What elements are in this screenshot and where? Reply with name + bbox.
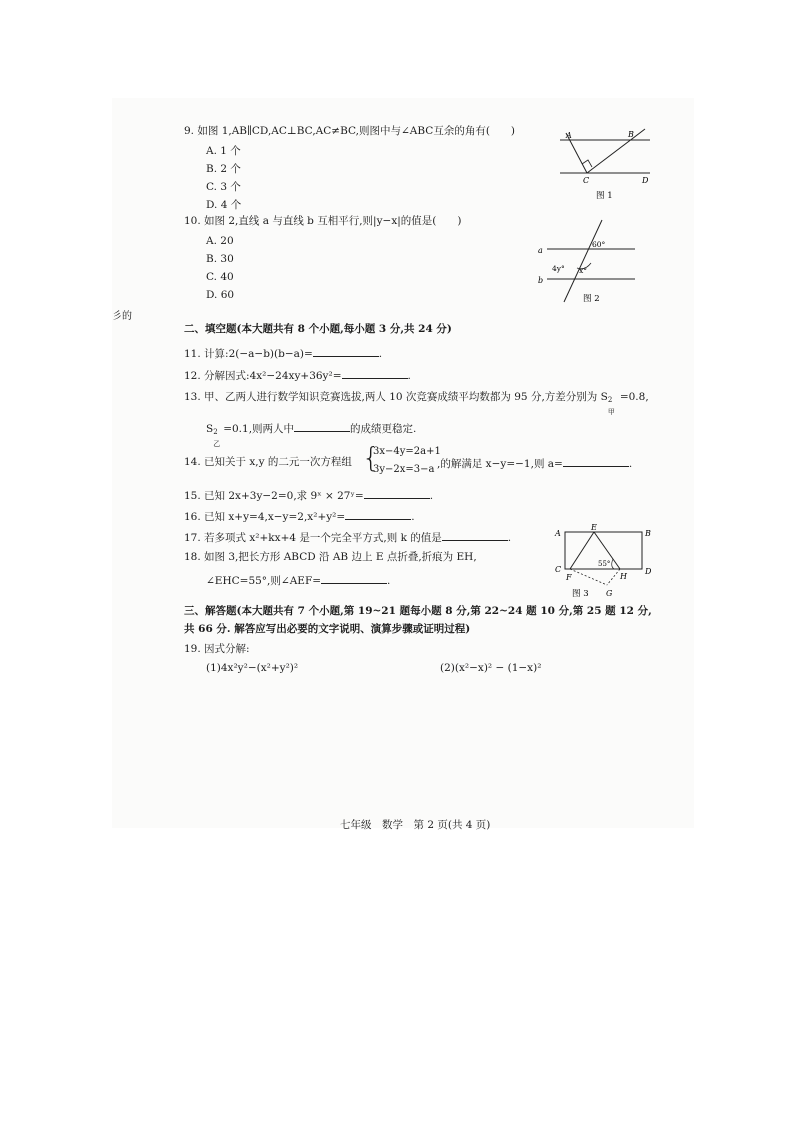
q15-text: 15. 已知 2x+3y−2=0,求 9ˣ × 27ʸ= <box>184 490 364 502</box>
q13-answer-blank[interactable] <box>294 420 350 432</box>
q10-option-a: A. 20 <box>206 235 234 247</box>
fig2-angle-4y: 4y° <box>552 264 565 273</box>
q14-eq2: 3y−2x=3−a <box>373 464 435 475</box>
q18-line2 <box>206 572 390 588</box>
q18-text-2: ∠EHC=55°,则∠AEF= <box>206 575 322 587</box>
fig3-label-h: H <box>620 572 627 581</box>
q11 <box>184 345 382 361</box>
q13-sub-2: 乙 <box>213 440 221 448</box>
fig2-angle-x: x° <box>579 266 587 275</box>
q16-answer-blank[interactable] <box>345 508 411 520</box>
q14-pre: 14. 已知关于 x,y 的二元一次方程组 <box>184 456 352 468</box>
q14-answer-blank[interactable] <box>563 455 629 467</box>
fig3-label-e: E <box>591 523 597 532</box>
q17-end: . <box>507 532 512 544</box>
fig3-label-g: G <box>606 589 613 598</box>
fig1-caption: 图 1 <box>596 191 613 201</box>
q13-sub-1: 甲 <box>607 408 615 416</box>
q16-end: . <box>411 511 415 523</box>
q17 <box>184 529 511 545</box>
q10-option-c: C. 40 <box>206 271 234 283</box>
q10-stem: 10. 如图 2,直线 a 与直线 b 互相平行,则|y−x|的值是( ) <box>184 215 462 227</box>
fig1-label-b: B <box>628 130 634 139</box>
fig1-label-c: C <box>583 176 590 185</box>
q14-eq1: 3x−4y=2a+1 <box>373 446 441 457</box>
fig2-caption: 图 2 <box>583 294 600 304</box>
q10-option-d: D. 60 <box>206 289 235 301</box>
q16 <box>184 508 415 524</box>
q16-text: 16. 已知 x+y=4,x−y=2,x²+y²= <box>184 511 346 523</box>
fig3-caption: 图 3 <box>572 589 589 599</box>
fig3-angle-55: 55° <box>598 560 611 568</box>
fig3-label-a: A <box>555 529 561 538</box>
q18-line1: 18. 如图 3,把长方形 ABCD 沿 AB 边上 E 点折叠,折痕为 EH, <box>184 551 477 563</box>
q12-answer-blank[interactable] <box>342 367 408 379</box>
q13-sup-1: 2 <box>607 396 613 404</box>
section2-title: 二、填空题(本大题共有 8 个小题,每小题 3 分,共 24 分) <box>184 323 452 335</box>
q12-end: . <box>407 370 411 382</box>
fig3-label-c: C <box>555 565 562 574</box>
fig2-label-b: b <box>538 276 544 285</box>
q14-post: ,的解满足 x−y=−1,则 a= <box>437 458 563 470</box>
q10-option-b: B. 30 <box>206 253 234 265</box>
margin-mark: 彡的 <box>112 311 132 322</box>
fig1-label-d: D <box>642 176 649 185</box>
q15-end: . <box>429 490 434 502</box>
q19-part1: (1)4x²y²−(x²+y²)² <box>206 662 299 674</box>
q13-end-2: 的成绩更稳定. <box>350 423 417 435</box>
q17-text: 17. 若多项式 x²+kx+4 是一个完全平方式,则 k 的值是 <box>184 532 442 544</box>
fig2-angle-60: 60° <box>592 240 606 249</box>
q11-text: 11. 计算:2(−a−b)(b−a)= <box>184 348 313 360</box>
q12-text: 12. 分解因式:4x²−24xy+36y²= <box>184 370 342 382</box>
q13-line1 <box>184 390 649 416</box>
q17-answer-blank[interactable] <box>442 529 508 541</box>
q13-line2 <box>206 420 417 448</box>
q19-part2: (2)(x²−x)² − (1−x)² <box>440 662 542 674</box>
fig3-label-f: F <box>566 573 572 582</box>
q13-end-1: =0.8, <box>619 391 649 403</box>
figure-2 <box>535 218 645 308</box>
q9-stem: 9. 如图 1,AB∥CD,AC⊥BC,AC≠BC,则图中与∠ABC互余的角有( ) <box>184 125 516 137</box>
q13-s: S <box>206 423 214 435</box>
figure-1 <box>550 125 660 203</box>
q13-text-1: 13. 甲、乙两人进行数学知识竞赛选拔,两人 10 次竞赛成绩平均数都为 95 分,方差分别为 S <box>184 391 608 403</box>
fig3-label-b: B <box>645 529 651 538</box>
page-footer: 七年级 数学 第 2 页(共 4 页) <box>340 819 491 831</box>
q11-answer-blank[interactable] <box>313 345 379 357</box>
q9-option-a: A. 1 个 <box>206 145 241 157</box>
section3-line2: 共 66 分. 解答应写出必要的文字说明、演算步骤或证明过程) <box>184 623 471 635</box>
fig2-label-a: a <box>538 246 543 255</box>
q19-title: 19. 因式分解: <box>184 643 250 655</box>
q12 <box>184 367 411 383</box>
q18-answer-blank[interactable] <box>321 572 387 584</box>
figure-3 <box>550 522 660 602</box>
q13-text-2: =0.1,则两人中 <box>223 423 295 435</box>
section3-line1: 三、解答题(本大题共有 7 个小题,第 19~21 题每小题 8 分,第 22~24 题 10 分,第 25 题 12 分, <box>184 605 652 617</box>
q15-answer-blank[interactable] <box>364 487 430 499</box>
q9-option-d: D. 4 个 <box>206 199 242 211</box>
q14-end: . <box>628 458 633 470</box>
q11-end: . <box>378 348 383 360</box>
fig1-label-a: A <box>566 131 572 140</box>
fig3-label-d: D <box>645 567 652 576</box>
q15 <box>184 487 433 503</box>
q14-brace: { <box>362 441 380 474</box>
q9-option-c: C. 3 个 <box>206 181 241 193</box>
q14-post-line <box>437 455 632 471</box>
q13-sup-2: 2 <box>213 428 218 436</box>
q18-end: . <box>387 575 391 587</box>
q9-option-b: B. 2 个 <box>206 163 241 175</box>
